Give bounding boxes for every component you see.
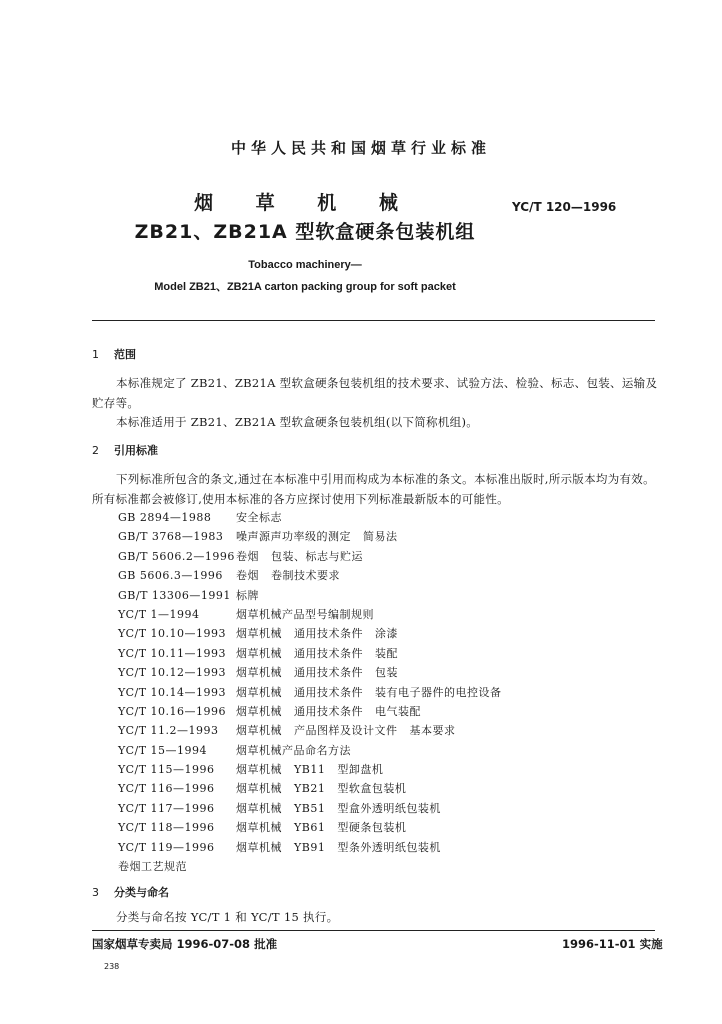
reference-std: YC/T 115—1996	[118, 763, 215, 777]
reference-name: 卷烟 卷制技术要求	[236, 569, 340, 583]
reference-name: 安全标志	[236, 511, 282, 524]
title-cn-line1: 烟 草 机 械	[194, 192, 416, 214]
reference-item	[118, 644, 502, 663]
standard-code: YC/T 120—1996	[512, 200, 617, 214]
reference-item	[118, 624, 502, 643]
reference-name: 烟草机械 通用技术条件 装有电子器件的电控设备	[236, 685, 502, 699]
reference-item	[118, 779, 502, 798]
section-3-title: 分类与命名	[114, 886, 169, 899]
section-3-number: 3	[92, 886, 99, 899]
reference-item	[118, 683, 502, 702]
reference-std: GB/T 13306—1991	[118, 588, 231, 602]
reference-name: 烟草机械产品型号编制规则	[236, 607, 374, 621]
header-divider	[92, 320, 655, 321]
reference-name: 烟草机械 通用技术条件 电气装配	[236, 704, 421, 718]
reference-std: YC/T 10.10—1993	[118, 627, 227, 641]
reference-name: 烟草机械 YB51 型盒外透明纸包装机	[236, 801, 441, 815]
reference-item	[118, 741, 502, 760]
reference-name: 烟草机械 产品图样及设计文件 基本要求	[236, 724, 456, 738]
section-1-paragraph-2: 本标准适用于 ZB21、ZB21A 型软盒硬条包装机组(以下简称机组)。	[116, 415, 479, 429]
section-3-heading	[92, 884, 169, 900]
footer-divider	[92, 930, 655, 931]
reference-std: YC/T 1—1994	[118, 607, 200, 621]
reference-item	[118, 857, 502, 876]
reference-name: 烟草机械 YB11 型卸盘机	[236, 763, 384, 777]
national-standard-heading: 中华人民共和国烟草行业标准	[230, 139, 491, 157]
reference-item	[118, 605, 502, 624]
section-2-title: 引用标准	[114, 444, 158, 457]
reference-std: YC/T 10.14—1993	[118, 685, 227, 699]
reference-item	[118, 508, 502, 527]
reference-list	[118, 508, 502, 876]
section-3-paragraph-1: 分类与命名按 YC/T 1 和 YC/T 15 执行。	[116, 910, 339, 924]
reference-name: 卷烟 包装、标志与贮运	[236, 549, 363, 563]
reference-std: GB 2894—1988	[118, 511, 212, 524]
reference-item	[118, 818, 502, 837]
reference-std: YC/T 10.11—1993	[118, 646, 227, 660]
reference-std: YC/T 118—1996	[118, 821, 215, 835]
reference-std: GB 5606.3—1996	[118, 569, 223, 583]
reference-item	[118, 663, 502, 682]
title-cn-line2: ZB21、ZB21A 型软盒硬条包装机组	[134, 221, 476, 243]
implementation-date: 1996-11-01 实施	[562, 937, 663, 951]
reference-std: YC/T 10.12—1993	[118, 666, 227, 680]
reference-item	[118, 527, 502, 546]
reference-std: YC/T 117—1996	[118, 801, 215, 815]
reference-name: 标牌	[236, 588, 259, 602]
reference-name: 烟草机械 YB21 型软盒包装机	[236, 782, 407, 796]
reference-item	[118, 799, 502, 818]
title-en-line2: Model ZB21、ZB21A carton packing group for soft packet	[154, 281, 456, 293]
reference-item	[118, 838, 502, 857]
reference-std: YC/T 119—1996	[118, 840, 215, 854]
reference-name: 烟草机械 通用技术条件 涂漆	[236, 627, 398, 641]
reference-item	[118, 586, 502, 605]
section-1-number: 1	[92, 348, 99, 361]
reference-name: 烟草机械 YB91 型条外透明纸包装机	[236, 840, 441, 854]
reference-item	[118, 721, 502, 740]
reference-name: 烟草机械 通用技术条件 包装	[236, 666, 398, 680]
reference-item	[118, 702, 502, 721]
reference-name: 烟草机械 YB61 型硬条包装机	[236, 821, 407, 835]
reference-name: 噪声源声功率级的测定 简易法	[236, 530, 398, 544]
section-2-intro: 下列标准所包含的条文,通过在本标准中引用而构成为本标准的条文。本标准出版时,所示版本均为有效。所有标准都会被修订,使用本标准的各方应探讨使用下列标准最新版本的可能性。	[92, 472, 655, 506]
section-1-title: 范围	[114, 348, 136, 361]
reference-item	[118, 760, 502, 779]
section-2-heading	[92, 442, 158, 458]
reference-name: 烟草机械 通用技术条件 装配	[236, 646, 398, 660]
page-number: 238	[104, 962, 120, 971]
reference-std: YC/T 116—1996	[118, 782, 215, 796]
section-1-paragraph-1: 本标准规定了 ZB21、ZB21A 型软盒硬条包装机组的技术要求、试验方法、检验、标志、包装、运输及贮存等。	[92, 376, 658, 410]
reference-std: GB/T 5606.2—1996	[118, 549, 235, 563]
approval-date: 国家烟草专卖局 1996-07-08 批准	[92, 937, 278, 951]
reference-name: 烟草机械产品命名方法	[236, 743, 351, 757]
reference-std: GB/T 3768—1983	[118, 530, 224, 544]
reference-item	[118, 566, 502, 585]
reference-std: YC/T 11.2—1993	[118, 724, 219, 738]
reference-std: YC/T 10.16—1996	[118, 704, 227, 718]
title-en-line1: Tobacco machinery—	[248, 259, 362, 271]
reference-std: YC/T 15—1994	[118, 743, 208, 757]
reference-name: 卷烟工艺规范	[118, 860, 187, 874]
reference-item	[118, 547, 502, 566]
section-2-number: 2	[92, 444, 99, 457]
section-1-heading	[92, 346, 136, 362]
